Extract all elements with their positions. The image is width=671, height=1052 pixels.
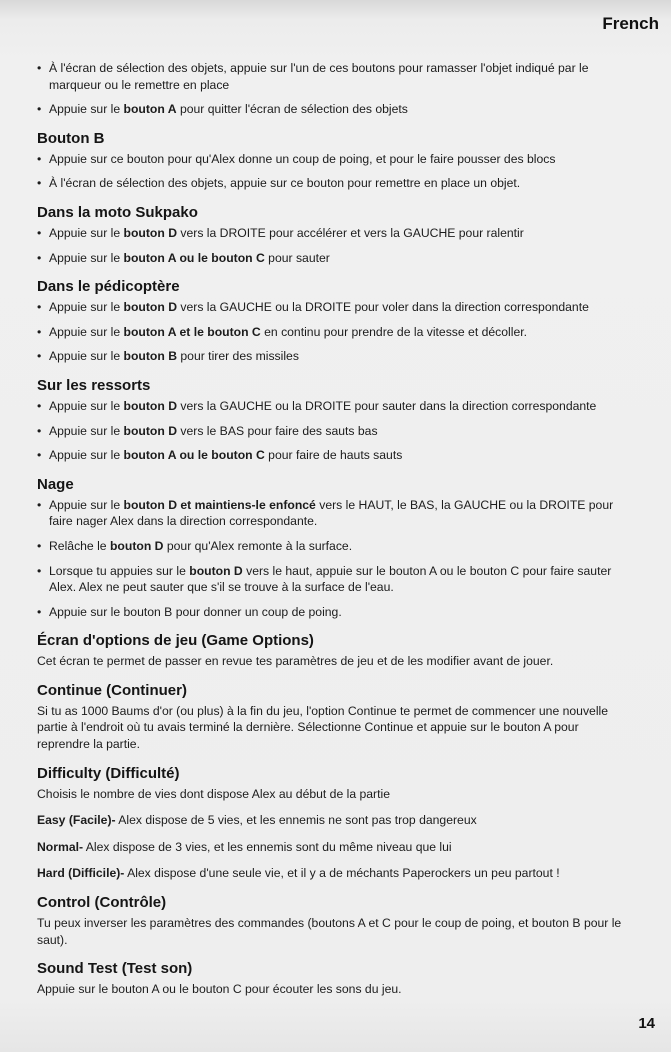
section-heading-moto: Dans la moto Sukpako [37,203,198,221]
list-item: • Appuie sur le bouton B pour donner un coup de poing. [37,604,633,621]
continue-text: Si tu as 1000 Baums d'or (ou plus) à la fin du jeu, l'option Continue te permet de commencer une nouvelle partie à l'endroit où tu avais terminé la dernière. Sélectionne Continue et appuie sur le bouton A pour reprendre la partie. [37,703,609,752]
section-heading-sound: Sound Test (Test son) [37,960,193,978]
difficulty-intro: Choisis le nombre de vies dont dispose Alex au début de la partie [37,786,390,801]
list-item: • À l'écran de sélection des objets, appuie sur l'un de ces boutons pour ramasser l'objet indiqué par le marqueur ou le remettre en place [37,60,633,93]
section-heading-nage: Nage [37,475,74,493]
list-item: • Appuie sur le bouton A et le bouton C en continu pour prendre de la vitesse et décoller. [37,324,633,341]
list-item: • Appuie sur le bouton D vers le BAS pour faire des sauts bas [37,423,633,440]
list-item: • Appuie sur le bouton D vers la GAUCHE ou la DROITE pour sauter dans la direction correspondante [37,398,633,415]
list-item: • Appuie sur ce bouton pour qu'Alex donne un coup de poing, et pour le faire pousser des blocs [37,151,633,168]
language-label: French [602,14,659,33]
list-item: • Relâche le bouton D pour qu'Alex remonte à la surface. [37,538,633,555]
list-item: • Appuie sur le bouton A pour quitter l'écran de sélection des objets [37,101,633,118]
list-item: • Lorsque tu appuies sur le bouton D vers le haut, appuie sur le bouton A ou le bouton C pour faire sauter Alex. Alex ne peut sauter que s'il se trouve à la surface de l'eau. [37,563,633,596]
list-item: • Appuie sur le bouton D vers la GAUCHE ou la DROITE pour voler dans la direction correspondante [37,299,633,316]
section-heading-ressorts: Sur les ressorts [37,376,151,394]
list-item: • Appuie sur le bouton B pour tirer des missiles [37,348,633,365]
difficulty-easy: Easy (Facile)- Alex dispose de 5 vies, et les ennemis ne sont pas trop dangereux [37,813,477,828]
list-item: • Appuie sur le bouton A ou le bouton C pour sauter [37,250,633,267]
section-heading-difficulty: Difficulty (Difficulté) [37,764,180,782]
page-number: 14 [638,1015,655,1032]
list-item: • Appuie sur le bouton D et maintiens-le enfoncé vers le HAUT, le BAS, la GAUCHE ou la DROITE pour faire nager Alex dans la direction correspondante. [37,497,633,530]
section-heading-continue: Continue (Continuer) [37,681,187,699]
section-heading-options: Écran d'options de jeu (Game Options) [37,632,314,650]
difficulty-hard: Hard (Difficile)- Alex dispose d'une seule vie, et il y a de méchants Paperockers un peu partout ! [37,866,560,881]
list-item: • Appuie sur le bouton D vers la DROITE pour accélérer et vers la GAUCHE pour ralentir [37,225,633,242]
page-content [37,60,633,1006]
list-item: • À l'écran de sélection des objets, appuie sur ce bouton pour remettre en place un objet. [37,175,633,192]
sound-text: Appuie sur le bouton A ou le bouton C pour écouter les sons du jeu. [37,982,402,997]
list-item: • Appuie sur le bouton A ou le bouton C pour faire de hauts sauts [37,447,633,464]
section-heading-bouton-b: Bouton B [37,129,105,147]
difficulty-normal: Normal- Alex dispose de 3 vies, et les ennemis sont du même niveau que lui [37,839,452,854]
section-heading-control: Control (Contrôle) [37,894,167,912]
control-text: Tu peux inverser les paramètres des commandes (boutons A et C pour le coup de poing, et bouton B pour le saut). [37,916,622,947]
section-heading-pedicoptere: Dans le pédicoptère [37,278,180,296]
options-text: Cet écran te permet de passer en revue tes paramètres de jeu et de les modifier avant de jouer. [37,654,554,669]
